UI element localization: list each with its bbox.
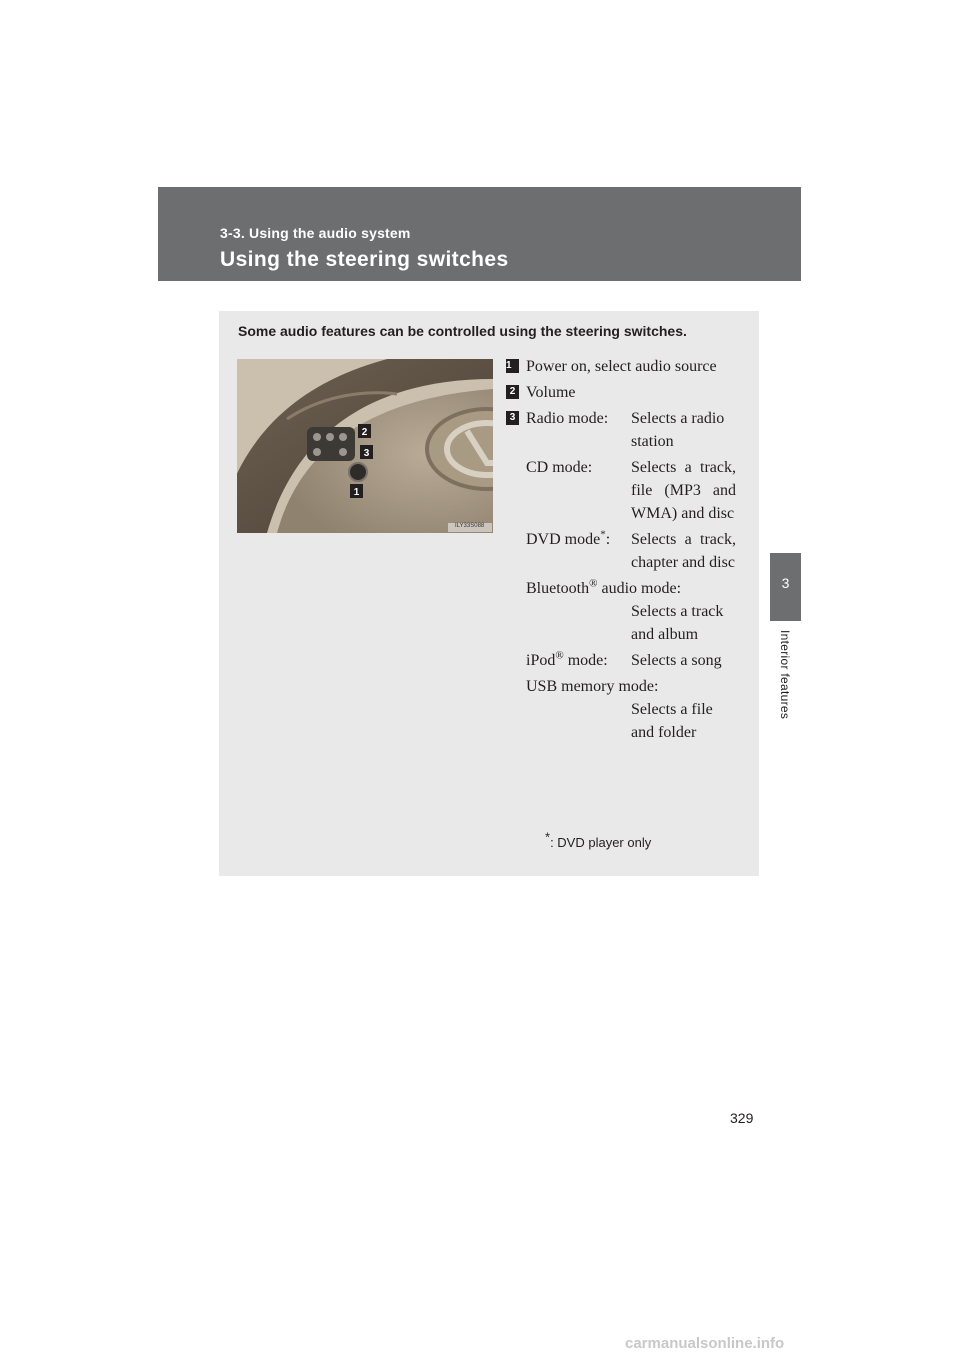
radio-desc: Selects a radio station xyxy=(631,410,725,450)
mode-desc: Selects a track, chapter and disc xyxy=(631,531,736,571)
chapter-header xyxy=(158,187,801,281)
mode-ipod xyxy=(526,649,736,672)
svg-text:2: 2 xyxy=(361,427,368,438)
footnote: *: DVD player only xyxy=(545,829,652,850)
list-item xyxy=(506,381,736,404)
mode-dvd xyxy=(526,528,736,574)
content-panel xyxy=(219,311,759,876)
badge-2: 2 xyxy=(506,385,519,399)
chapter-tab-label: Interior features xyxy=(778,630,792,720)
list-item xyxy=(506,355,736,378)
mode-label: USB memory mode: xyxy=(526,678,659,695)
intro-text: Some audio features can be controlled using the steering switches. xyxy=(238,323,687,339)
item-text: Power on, select audio source xyxy=(526,358,717,375)
watermark: carmanualsonline.info xyxy=(625,1335,785,1352)
svg-text:3: 3 xyxy=(363,448,370,459)
badge-1: 1 xyxy=(506,359,519,373)
page-title: Using the steering switches xyxy=(220,248,509,271)
badge-3: 3 xyxy=(506,411,519,425)
svg-text:1: 1 xyxy=(353,487,360,498)
mode-label: DVD mode*: xyxy=(526,528,611,548)
switch-list xyxy=(506,355,736,747)
mode-usb xyxy=(526,675,736,744)
mode-label: iPod® mode: xyxy=(526,649,608,669)
mode-bluetooth xyxy=(526,577,736,646)
mode-desc: Selects a track, file (MP3 and WMA) and disc xyxy=(631,459,736,522)
steering-wheel-illustration xyxy=(237,359,493,533)
mode-label: Bluetooth® audio mode: xyxy=(526,577,682,597)
page-number: 329 xyxy=(730,1110,754,1126)
section-label: 3-3. Using the audio system xyxy=(220,225,411,241)
mode-desc: Selects a song xyxy=(631,652,722,669)
item-text: Volume xyxy=(526,384,576,401)
mode-desc: Selects a track and album xyxy=(631,603,724,643)
chapter-tab: 3 xyxy=(770,553,801,621)
item-text: Radio mode: xyxy=(526,410,609,427)
mode-label: CD mode: xyxy=(526,459,593,476)
image-code: ILY33S088 xyxy=(455,523,485,529)
list-item xyxy=(506,407,736,453)
mode-desc: Selects a file and folder xyxy=(631,701,713,741)
mode-cd xyxy=(526,456,736,525)
